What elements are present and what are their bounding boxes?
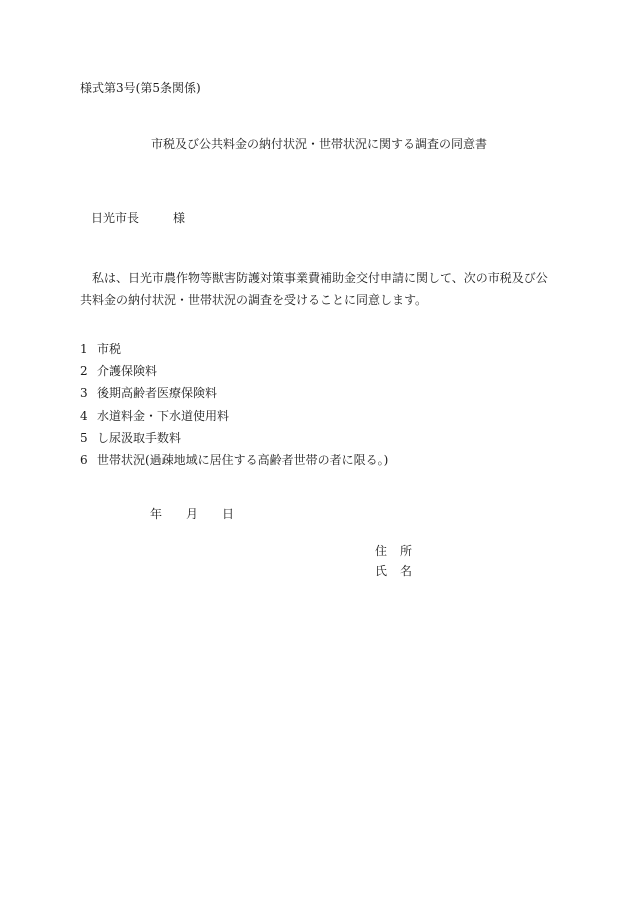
- year-label: 年: [150, 507, 163, 521]
- list-item: [80, 410, 388, 432]
- item-text: 介護保険料: [97, 364, 158, 379]
- month-label: 月: [186, 507, 199, 521]
- list-item: [80, 387, 388, 409]
- item-number: 5: [80, 430, 88, 445]
- consent-item-list: [80, 343, 388, 476]
- item-text: 水道料金・下水道使用料: [97, 408, 230, 423]
- item-text: 世帯状況(過疎地域に居住する高齢者世帯の者に限る。): [97, 452, 389, 467]
- name-label: 氏名: [375, 564, 426, 578]
- list-item: [80, 365, 388, 387]
- list-item: [80, 432, 388, 454]
- signature-block: [375, 545, 425, 585]
- document-title: 市税及び公共料金の納付状況・世帯状況に関する調査の同意書: [151, 137, 488, 151]
- list-item: [80, 454, 388, 476]
- item-number: 4: [80, 408, 88, 423]
- item-number: 6: [80, 452, 88, 467]
- addressee-name: 日光市長: [91, 211, 140, 225]
- item-text: 後期高齢者医療保険料: [97, 386, 218, 401]
- item-text: 市税: [97, 342, 122, 356]
- item-number: 1: [80, 342, 88, 356]
- list-item: [80, 343, 388, 365]
- item-number: 3: [80, 386, 88, 401]
- addressee-honorific: 様: [173, 211, 186, 225]
- addressee: [91, 212, 185, 224]
- form-number: 様式第3号(第5条関係): [80, 81, 201, 95]
- date-line: [150, 508, 234, 520]
- item-number: 2: [80, 364, 88, 379]
- item-text: し尿汲取手数料: [97, 430, 182, 445]
- address-label: 住所: [375, 544, 426, 558]
- day-label: 日: [222, 507, 235, 521]
- consent-statement: 私は、日光市農作物等獣害防護対策事業費補助金交付申請に関して、次の市税及び公共料金の納付状況・世帯状況の調査を受けることに同意します。: [80, 271, 548, 307]
